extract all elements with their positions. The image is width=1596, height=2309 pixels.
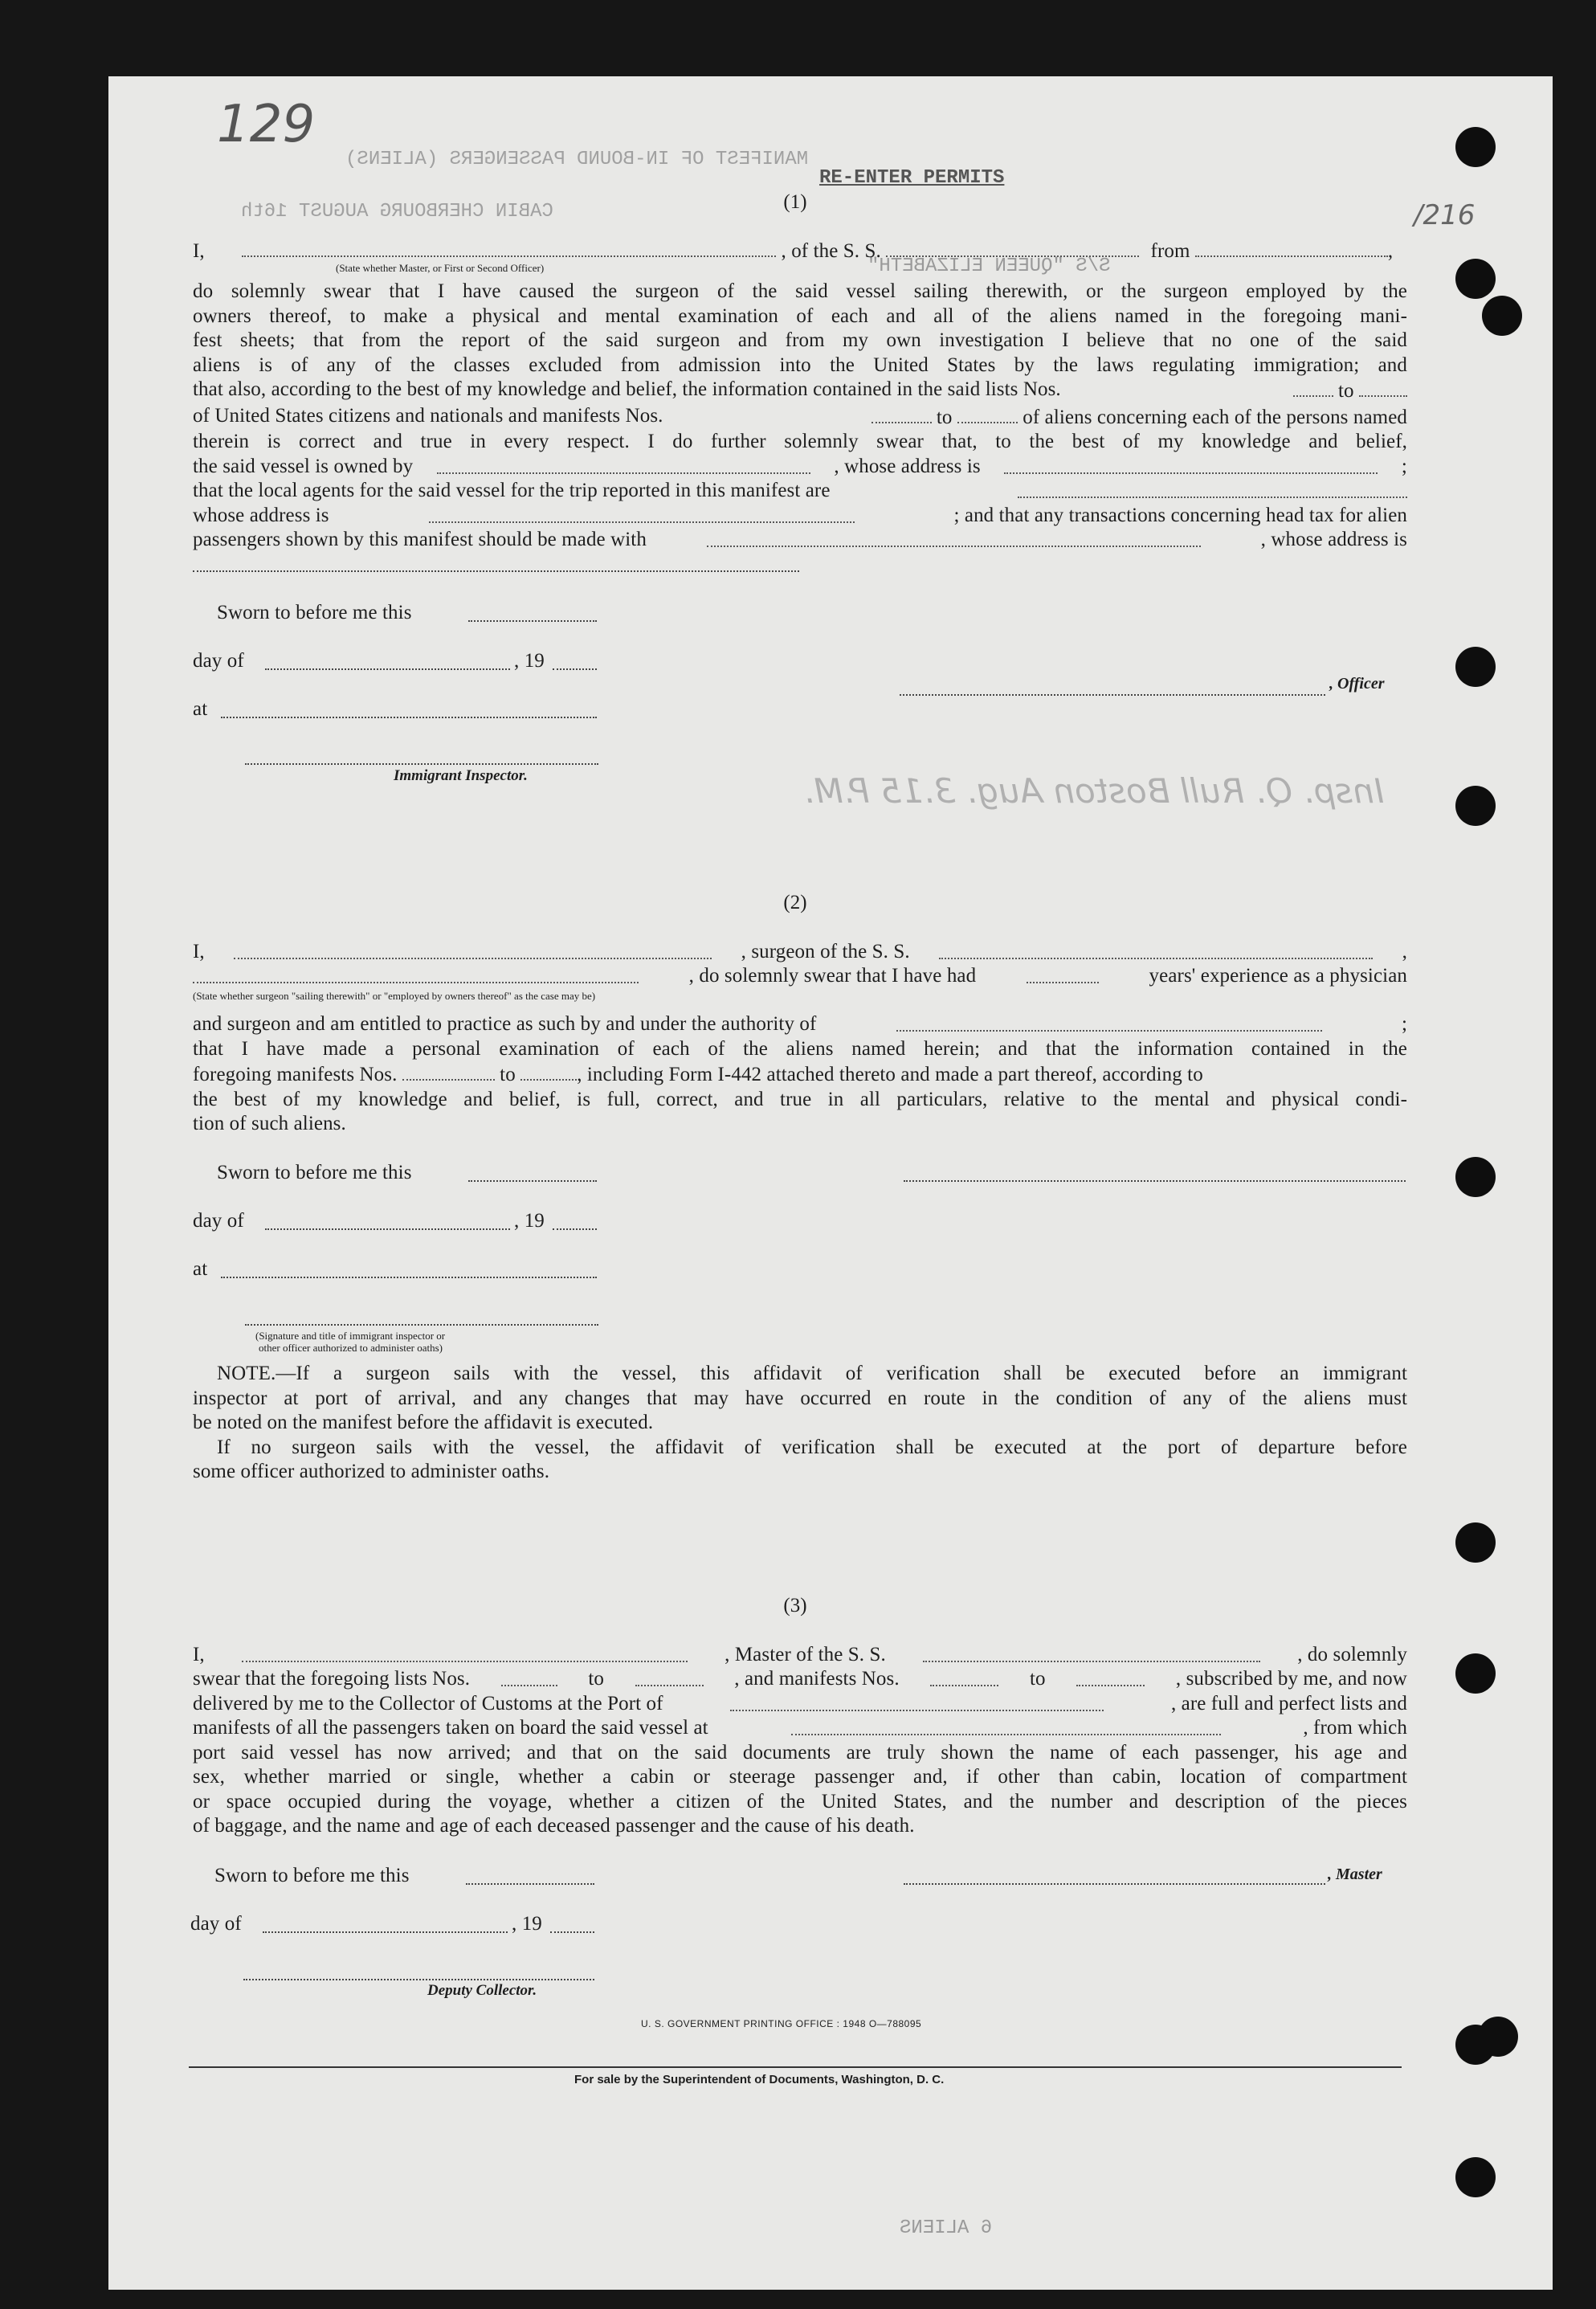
punch-hole [1455,647,1496,687]
address-continuation-line[interactable] [193,570,799,572]
collector-port-field[interactable] [730,1692,1104,1711]
s3-sworn: Sworn to before me this [214,1865,410,1886]
s1-to-2: to [936,406,953,428]
s3-deputy: Deputy Collector. [427,1982,537,1999]
s1-officer: , Officer [1329,675,1385,693]
section3-number: (3) [783,1595,807,1616]
s2-body-2: that I have made a personal examination of each of the aliens named herein; and that the information contained in the [193,1037,1407,1060]
s1-of-aliens: of aliens concerning each of the persons named [1023,406,1407,428]
s2-i: I, [193,941,205,962]
s1-body-6: therein is correct and true in every respect. I do further solemnly swear that, to the best of my knowledge and belief, [193,431,1407,452]
s2-manifests-from-field[interactable] [402,1061,495,1081]
s1-day-field[interactable] [265,668,510,670]
lists-to-field[interactable] [1359,378,1407,397]
ghost-ship-stamp: S/S "QUEEN ELIZABETH" [867,255,1111,277]
punch-hole [1455,1522,1496,1563]
from-port-field[interactable] [1195,238,1388,257]
ghost-header-stamp: RE-ENTER PERMITS [819,167,1005,189]
note-1: NOTE.—If a surgeon sails with the vessel, this affidavit of verification shall be executed before an immigrant [217,1363,1407,1384]
agent-address-field[interactable] [429,504,855,523]
s1-day-of: day of [193,650,244,672]
surgeon-note: (State whether surgeon "sailing therewith" or "employed by owners thereof" as the case may be) [193,990,596,1002]
s1-year-field[interactable] [553,668,597,670]
lists-from-field[interactable] [1293,378,1333,397]
s1-sworn-field[interactable] [468,620,597,622]
s1-and-that: ; and that any transactions concerning head tax for alien [953,504,1407,526]
master-note: (State whether Master, or First or Second Officer) [336,262,545,274]
s1-i: I, [193,240,205,262]
s3-day-of: day of [190,1913,242,1935]
manifests-to-field[interactable] [957,404,1018,423]
s3-l7: or space occupied during the voyage, whether a citizen of the United States, and the number and description of the pieces [193,1790,1407,1812]
s2-sworn-field[interactable] [468,1180,597,1182]
s1-body-10: passengers shown by this manifest should be made with [193,529,647,550]
s3-year: , 19 [512,1913,542,1935]
punch-hole [1455,1157,1496,1197]
s2-body-3c: , including Form I-442 attached thereto and made a part thereof, according to [577,1064,1203,1085]
s1-sworn: Sworn to before me this [217,602,412,623]
side-mark: /216 [1414,199,1476,231]
s1-body-9: whose address is [193,504,329,526]
ghost-reverse-line1: MANIFEST OF IN-BOUND PASSENGERS (ALIENS) [345,149,809,170]
s1-of-ss: , of the S. S. [781,240,881,262]
s2-body-3b: to [500,1064,516,1085]
s2-swear: , do solemnly swear that I have had [688,965,977,987]
manifests-from-field[interactable] [871,404,932,423]
sig-note-1: (Signature and title of immigrant inspector or [255,1330,446,1342]
footer-rule [189,2066,1402,2068]
s2-body-3a: foregoing manifests Nos. [193,1064,398,1085]
punch-hole [1455,127,1496,167]
s1-body-1: owners thereof, to make a physical and mental examination of each and all of the aliens named in the foregoing mani- [193,304,1407,327]
s2-day-of: day of [193,1210,244,1232]
s2-body-1: and surgeon and am entitled to practice as such by and under the authority of [193,1013,817,1035]
s3-l4a: manifests of all the passengers taken on board the said vessel at [193,1717,708,1739]
s3-l2c: , and manifests Nos. [734,1668,900,1690]
s3-l6: sex, whether married or single, whether a cabin or steerage passenger and, if other than cabin, location of compartment [193,1766,1407,1788]
s3-i: I, [193,1644,205,1665]
authority-field[interactable] [896,1012,1322,1032]
s2-at: at [193,1258,208,1280]
s1-body-8: that the local agents for the said vessel for the trip reported in this manifest are [193,480,831,501]
surgeon-status-field[interactable] [193,964,639,983]
punch-hole [1455,786,1496,826]
head-tax-contact-field[interactable] [707,528,1201,547]
deputy-signature-line[interactable] [243,1979,594,1980]
owner-field[interactable] [437,455,810,474]
s1-body-7: the said vessel is owned by [193,455,414,477]
note-4: If no surgeon sails with the vessel, the affidavit of verification shall be executed at the port of departure before [217,1436,1407,1458]
s1-body-3: aliens is of any of the classes excluded from admission into the United States by the laws regulating immigration; and [193,354,1407,376]
s2-year-field[interactable] [553,1228,597,1230]
s2-sworn: Sworn to before me this [217,1162,412,1183]
s3-lists-from-field[interactable] [501,1667,557,1686]
s3-day-field[interactable] [263,1931,508,1933]
s3-l2e: , subscribed by me, and now [1175,1668,1407,1690]
s3-do-solemnly: , do solemnly [1297,1644,1407,1665]
s3-l5: port said vessel has now arrived; and that on the said documents are truly shown the name of each passenger, his age and [193,1741,1407,1763]
s2-year: , 19 [514,1210,545,1232]
s3-manifests-from-field[interactable] [930,1667,998,1686]
boarding-port-field[interactable] [791,1716,1221,1735]
s3-ship-name-field[interactable] [923,1643,1260,1662]
s3-l3b: , are full and perfect lists and [1170,1692,1407,1714]
s1-to: to [1337,380,1354,402]
note-5: some officer authorized to administer oaths. [193,1461,550,1482]
s3-l3a: delivered by me to the Collector of Customs at the Port of [193,1692,663,1714]
s3-year-field[interactable] [550,1931,594,1933]
note-2: inspector at port of arrival, and any changes that may have occurred en route in the condition of any of the aliens must [193,1387,1407,1409]
s1-inspector: Immigrant Inspector. [394,767,528,784]
s3-l8: of baggage, and the name and age of each deceased passenger and the cause of his death. [193,1815,915,1837]
s3-l2d: to [1029,1668,1046,1690]
s2-years: years' experience as a physician [1149,965,1407,987]
s1-body-0: do solemnly swear that I have caused the surgeon of the said vessel sailing therewith, or the surgeon employed by the [193,280,1407,302]
s2-surgeon-of-ss: , surgeon of the S. S. [741,941,910,962]
s1-at: at [193,698,208,720]
s3-l2a: swear that the foregoing lists Nos. [193,1668,471,1690]
gpo-imprint: U. S. GOVERNMENT PRINTING OFFICE : 1948 O—788095 [641,2018,922,2029]
s2-body-4: the best of my knowledge and belief, is full, correct, and true in all particulars, relative to the mental and physical condi- [193,1088,1407,1110]
master-signature-line[interactable] [904,1883,1325,1885]
s1-whose-address-2: , whose address is [1260,529,1407,550]
s1-year: , 19 [514,650,545,672]
punch-hole [1455,2157,1496,2197]
section2-number: (2) [783,892,807,913]
surgeon-signature-line[interactable] [904,1180,1406,1182]
master-name-field[interactable] [242,238,776,257]
s3-master-name-field[interactable] [242,1643,688,1662]
s1-body-4: that also, according to the best of my knowledge and belief, the information contained in the said lists Nos. [193,378,1061,400]
s1-body-5: of United States citizens and nationals and manifests Nos. [193,404,663,427]
local-agents-field[interactable] [1018,479,1407,498]
punch-hole [1482,296,1522,336]
punch-hole [1478,2017,1518,2057]
s2-manifests-to-field[interactable] [520,1061,577,1081]
s2-inspector-signature-line[interactable] [245,1324,598,1326]
inspector-signature-line[interactable] [245,763,598,765]
ghost-bottom-stamp: 6 ALIENS [900,2217,993,2239]
s1-body-2: fest sheets; that from the report of the said surgeon and from my own investigation I believe that no one of the said [193,329,1407,351]
sig-note-2: other officer authorized to administer oaths) [259,1342,443,1354]
ship-name-field[interactable] [886,238,1139,257]
s1-whose-address: , whose address is [834,455,981,477]
s2-ship-name-field[interactable] [939,940,1373,959]
s3-l2b: to [588,1668,605,1690]
s3-master-of-ss: , Master of the S. S. [725,1644,886,1665]
owner-address-field[interactable] [1004,455,1378,474]
s3-lists-to-field[interactable] [635,1667,704,1686]
years-experience-field[interactable] [1027,964,1099,983]
s3-l4b: , from which [1303,1717,1407,1739]
ghost-reverse-line2: CABIN CHERBOURG AUGUST 16th [241,201,553,223]
punch-hole [1455,1653,1496,1694]
page-number-mark: 129 [217,95,316,154]
s1-at-field[interactable] [221,717,597,718]
surgeon-name-field[interactable] [234,940,712,959]
s3-master: , Master [1328,1866,1382,1883]
punch-hole [1455,259,1496,299]
note-3: be noted on the manifest before the affidavit is executed. [193,1412,654,1433]
s2-day-field[interactable] [265,1228,510,1230]
ghost-handwriting: Insp. Q. Rull Boston Aug. 3.15 P.M. [803,771,1385,811]
s3-manifests-to-field[interactable] [1076,1667,1145,1686]
officer-signature-line[interactable] [900,694,1325,696]
section1-number: (1) [783,191,807,213]
s2-body-5: tion of such aliens. [193,1113,346,1134]
sale-notice: For sale by the Superintendent of Documents, Washington, D. C. [574,2073,945,2086]
s1-from: from [1150,240,1190,262]
s2-at-field[interactable] [221,1277,597,1278]
s3-sworn-field[interactable] [466,1883,594,1885]
